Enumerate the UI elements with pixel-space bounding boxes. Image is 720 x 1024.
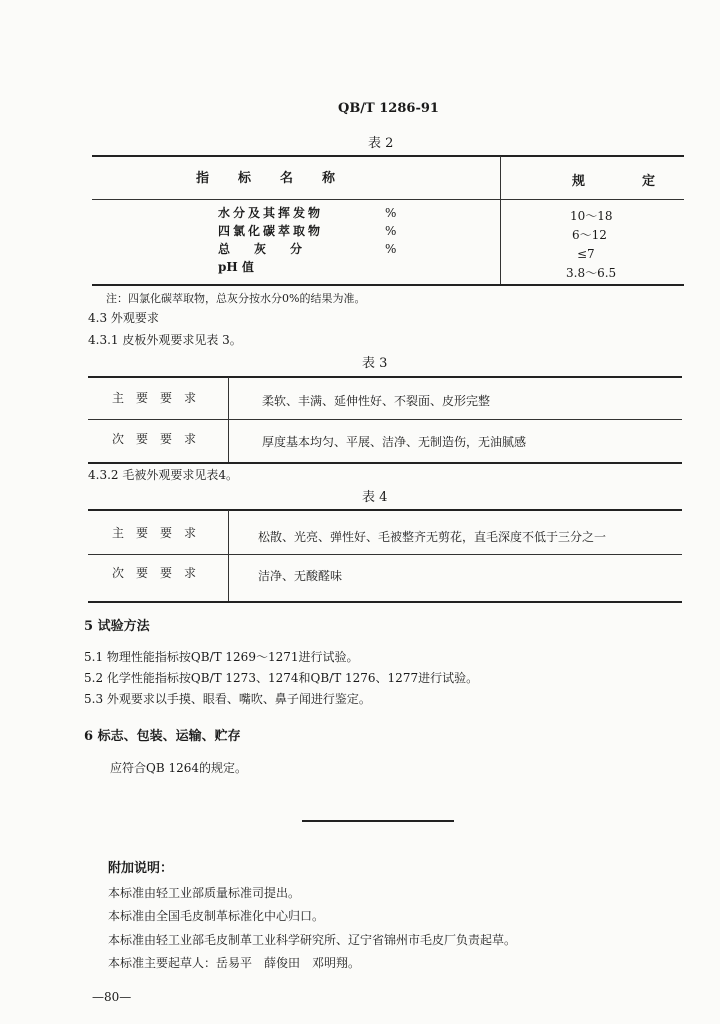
table3-row-rule <box>88 419 682 420</box>
table2-row-unit: % <box>385 224 397 238</box>
section-6-title: 6 标志、包装、运输、贮存 <box>84 729 241 744</box>
section-5-item: 5.1 物理性能指标按QB/T 1269～1271进行试验。 <box>84 650 359 664</box>
table2-row-spec: ≤7 <box>577 247 595 261</box>
section-5-item: 5.3 外观要求以手摸、眼看、嘴吹、鼻子闻进行鉴定。 <box>84 692 371 706</box>
table2-row-name: 总 灰 分 <box>218 242 303 256</box>
section-4-3-1: 4.3.1 皮板外观要求见表 3。 <box>88 333 242 347</box>
standard-code: QB/T 1286-91 <box>338 101 439 116</box>
table2-header-name: 指 标 名 称 <box>196 171 337 186</box>
section-4-3-title: 4.3 外观要求 <box>88 311 159 325</box>
table2-row-unit: % <box>385 206 397 220</box>
page-number: —80— <box>92 990 132 1004</box>
appendix-line: 本标准由轻工业部质量标准司提出。 <box>108 886 301 900</box>
table3-row-text: 柔软、丰满、延伸性好、不裂面、皮形完整 <box>262 394 491 408</box>
table2-row-name: 四氯化碳萃取物 <box>218 224 324 238</box>
table4-row-rule <box>88 554 682 555</box>
table2-row-spec: 10～18 <box>570 209 613 223</box>
table3-row-label: 次 要 要 求 <box>112 432 197 446</box>
table3-bottom-rule <box>88 462 682 464</box>
table3-column-divider <box>228 377 229 463</box>
table2-bottom-rule <box>92 284 684 286</box>
table2-column-divider <box>500 156 501 284</box>
table3-row-label: 主 要 要 求 <box>112 391 197 405</box>
table4-row-label: 主 要 要 求 <box>112 526 197 540</box>
appendix-line: 本标准由轻工业部毛皮制革工业科学研究所、辽宁省锦州市毛皮厂负责起草。 <box>108 933 517 947</box>
table3-top-rule <box>88 376 682 378</box>
table2-row-unit: % <box>385 242 397 256</box>
table3-row-text: 厚度基本均匀、平展、洁净、无制造伤，无油腻感 <box>262 435 527 449</box>
appendix-line: 本标准由全国毛皮制革标准化中心归口。 <box>108 909 325 923</box>
table3-caption: 表 3 <box>362 356 388 371</box>
section-4-3-2: 4.3.2 毛被外观要求见表4。 <box>88 468 238 482</box>
table2-row-name: 水分及其挥发物 <box>218 206 324 220</box>
section-6-text: 应符合QB 1264的规定。 <box>110 761 248 775</box>
table4-top-rule <box>88 509 682 511</box>
end-separator <box>302 820 454 822</box>
table2-row-spec: 3.8～6.5 <box>566 266 617 280</box>
table2-caption: 表 2 <box>368 136 394 151</box>
table4-row-text: 松散、光亮、弹性好、毛被整齐无剪花，直毛深度不低于三分之一 <box>258 530 607 544</box>
table2-header-spec: 规 定 <box>572 174 657 189</box>
table4-column-divider <box>228 510 229 602</box>
table4-row-label: 次 要 要 求 <box>112 566 197 580</box>
section-5-item: 5.2 化学性能指标按QB/T 1273、1274和QB/T 1276、1277进行试验。 <box>84 671 479 685</box>
table2-row-name: pH 值 <box>218 260 254 274</box>
appendix-title: 附加说明： <box>108 861 174 876</box>
table2-top-rule <box>92 155 684 157</box>
table2-row-spec: 6～12 <box>572 228 607 242</box>
table4-bottom-rule <box>88 601 682 603</box>
section-5-title: 5 试验方法 <box>84 619 150 634</box>
table2-header-rule <box>92 199 684 200</box>
table4-row-text: 洁净、无酸醛味 <box>258 569 343 583</box>
table4-caption: 表 4 <box>362 490 388 505</box>
table2-note: 注：四氯化碳萃取物，总灰分按水分0%的结果为准。 <box>106 292 366 305</box>
appendix-line: 本标准主要起草人：岳易平 薛俊田 邓明翔。 <box>108 956 361 970</box>
